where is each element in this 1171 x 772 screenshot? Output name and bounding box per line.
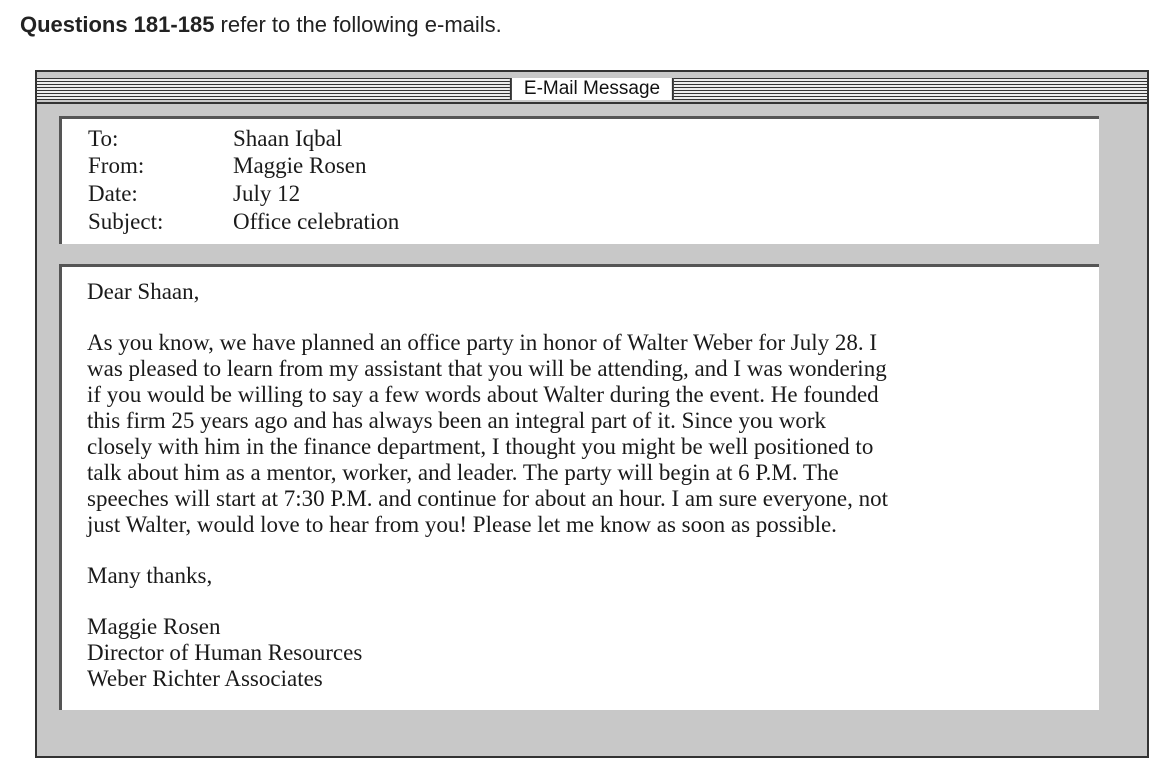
body-line: if you would be willing to say a few words about Walter during the event. He founded [87,382,879,407]
date-value: July 12 [233,181,301,206]
closing: Many thanks, [87,563,213,588]
signature-name: Maggie Rosen [87,614,221,639]
email-header-panel [59,116,1099,244]
title-divider [37,102,1147,104]
window-title: E-Mail Message [510,78,674,100]
body-line: was pleased to learn from my assistant that you will be attending, and I was wondering [87,356,887,381]
from-label: From: [88,153,145,178]
date-label: Date: [88,181,138,206]
body-line: talk about him as a mentor, worker, and leader. The party will begin at 6 P.M. The [87,460,839,485]
body-line: speeches will start at 7:30 P.M. and continue for about an hour. I am sure everyone, not [87,486,888,511]
body-line: As you know, we have planned an office party in honor of Walter Weber for July 28. I [87,330,878,355]
instruction-text: refer to the following e-mails. [214,12,502,37]
from-value: Maggie Rosen [233,153,367,178]
signature-company: Weber Richter Associates [87,666,323,691]
question-number: Questions 181-185 [20,12,215,37]
header-from-row [88,152,367,180]
email-window [35,70,1149,758]
subject-value: Office celebration [233,209,400,234]
question-instruction [20,12,502,38]
body-paragraph [87,330,888,538]
body-line: this firm 25 years ago and has always been an integral part of it. Since you work [87,408,826,433]
subject-label: Subject: [88,209,164,234]
to-label: To: [88,126,119,151]
to-value: Shaan Iqbal [233,126,343,151]
body-line: just Walter, would love to hear from you! Please let me know as soon as possible. [87,512,837,537]
greeting: Dear Shaan, [87,279,200,304]
signature-block [87,614,362,692]
title-bar [37,78,1147,100]
body-line: closely with him in the finance department, I thought you might be well positioned to [87,434,874,459]
header-subject-row [88,208,399,236]
header-date-row [88,180,300,208]
email-body-panel [59,264,1099,710]
header-to-row [88,125,342,153]
signature-title: Director of Human Resources [87,640,363,665]
